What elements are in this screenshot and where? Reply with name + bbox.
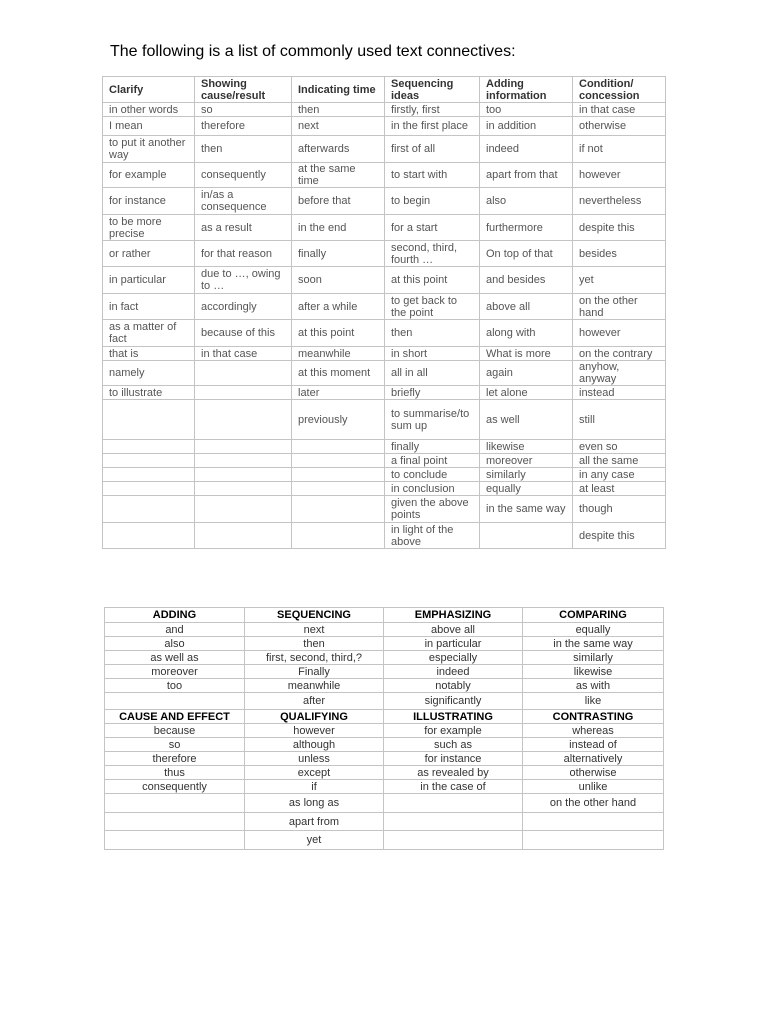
table-row — [103, 294, 666, 320]
table-cell: consequently — [105, 780, 245, 794]
table-cell: as revealed by — [384, 766, 523, 780]
table-cell: if not — [573, 136, 666, 163]
table-cell: on the other hand — [573, 294, 666, 320]
table-cell: yet — [245, 831, 384, 850]
connectives-categories-table — [104, 607, 664, 850]
table-header-row — [103, 77, 666, 103]
table-cell — [103, 400, 195, 440]
table-cell — [384, 813, 523, 831]
table-cell: however — [245, 724, 384, 738]
table-cell: whereas — [523, 724, 664, 738]
table-cell: in/as a consequence — [195, 188, 292, 215]
table-cell: likewise — [523, 665, 664, 679]
column-header: Showing cause/result — [195, 77, 292, 103]
table-cell — [292, 496, 385, 523]
table-cell: therefore — [195, 117, 292, 136]
table-cell: soon — [292, 267, 385, 294]
table-cell: instead — [573, 386, 666, 400]
table-cell: as with — [523, 679, 664, 693]
table-cell: then — [245, 637, 384, 651]
table-cell: consequently — [195, 163, 292, 188]
table-cell — [292, 454, 385, 468]
table-cell: moreover — [480, 454, 573, 468]
table-cell: in short — [385, 347, 480, 361]
table-cell: however — [573, 163, 666, 188]
table-cell: similarly — [480, 468, 573, 482]
category-header: EMPHASIZING — [384, 608, 523, 623]
table-cell: because of this — [195, 320, 292, 347]
table-cell: On top of that — [480, 241, 573, 267]
table-cell: meanwhile — [245, 679, 384, 693]
table-row — [103, 454, 666, 468]
table-row — [105, 693, 664, 710]
table-cell — [195, 454, 292, 468]
table-cell — [195, 523, 292, 549]
table-row — [103, 215, 666, 241]
table-cell: briefly — [385, 386, 480, 400]
table-cell: moreover — [105, 665, 245, 679]
table-cell — [292, 468, 385, 482]
table-cell: to start with — [385, 163, 480, 188]
table-cell: then — [195, 136, 292, 163]
table-cell: in particular — [384, 637, 523, 651]
table-row — [105, 794, 664, 813]
table-cell — [105, 693, 245, 710]
table-cell: all the same — [573, 454, 666, 468]
table-cell: as a result — [195, 215, 292, 241]
table-row — [105, 651, 664, 665]
table-cell: at this point — [292, 320, 385, 347]
table-row — [105, 738, 664, 752]
table-cell: at this moment — [292, 361, 385, 386]
table-cell: next — [245, 623, 384, 637]
table-cell: firstly, first — [385, 103, 480, 117]
table-cell: although — [245, 738, 384, 752]
table-cell — [384, 831, 523, 850]
table-cell: in that case — [195, 347, 292, 361]
table-cell: too — [105, 679, 245, 693]
table-cell: before that — [292, 188, 385, 215]
table-cell: as a matter of fact — [103, 320, 195, 347]
table-cell: as well — [480, 400, 573, 440]
table-row — [105, 780, 664, 794]
table-cell: that is — [103, 347, 195, 361]
table-cell: likewise — [480, 440, 573, 454]
table-cell: also — [480, 188, 573, 215]
table-cell: Finally — [245, 665, 384, 679]
table-cell: finally — [385, 440, 480, 454]
table-cell: due to …, owing to … — [195, 267, 292, 294]
category-header: QUALIFYING — [245, 710, 384, 724]
table-cell — [195, 496, 292, 523]
table-cell: such as — [384, 738, 523, 752]
table-cell — [195, 361, 292, 386]
table-row — [105, 623, 664, 637]
table-row — [103, 523, 666, 549]
table-row — [103, 241, 666, 267]
table-cell: again — [480, 361, 573, 386]
table-cell: in particular — [103, 267, 195, 294]
table-cell: in any case — [573, 468, 666, 482]
table-cell — [103, 496, 195, 523]
table-cell: and — [105, 623, 245, 637]
table-cell: for example — [384, 724, 523, 738]
table-row — [103, 267, 666, 294]
table-cell: despite this — [573, 523, 666, 549]
table-cell: given the above points — [385, 496, 480, 523]
table-cell: then — [292, 103, 385, 117]
table-row — [105, 724, 664, 738]
table-cell: next — [292, 117, 385, 136]
table-cell: despite this — [573, 215, 666, 241]
table-cell: first, second, third,? — [245, 651, 384, 665]
table-cell: afterwards — [292, 136, 385, 163]
table-row — [103, 386, 666, 400]
table-cell: as well as — [105, 651, 245, 665]
table-cell: especially — [384, 651, 523, 665]
table-cell: in the same way — [523, 637, 664, 651]
table-cell: a final point — [385, 454, 480, 468]
page-title: The following is a list of commonly used text connectives: — [110, 43, 516, 60]
table-cell: at least — [573, 482, 666, 496]
table-cell: in light of the above — [385, 523, 480, 549]
table-cell: except — [245, 766, 384, 780]
table-row — [103, 103, 666, 117]
table-cell: otherwise — [573, 117, 666, 136]
table-cell — [523, 813, 664, 831]
table-row — [105, 813, 664, 831]
category-header: SEQUENCING — [245, 608, 384, 623]
table-cell: for that reason — [195, 241, 292, 267]
table-cell: in that case — [573, 103, 666, 117]
table-row — [103, 496, 666, 523]
table-cell: all in all — [385, 361, 480, 386]
table-cell: to begin — [385, 188, 480, 215]
table-cell: later — [292, 386, 385, 400]
table-cell: instead of — [523, 738, 664, 752]
table-cell: along with — [480, 320, 573, 347]
table-cell: then — [385, 320, 480, 347]
table-row — [103, 136, 666, 163]
table-cell: namely — [103, 361, 195, 386]
table-cell: in the first place — [385, 117, 480, 136]
table-cell: so — [105, 738, 245, 752]
table-cell: finally — [292, 241, 385, 267]
table-cell: above all — [384, 623, 523, 637]
table-cell: on the contrary — [573, 347, 666, 361]
table-cell: let alone — [480, 386, 573, 400]
table-cell: even so — [573, 440, 666, 454]
table-cell — [480, 523, 573, 549]
table-row — [105, 752, 664, 766]
table-cell: indeed — [384, 665, 523, 679]
table-cell: indeed — [480, 136, 573, 163]
table-cell: besides — [573, 241, 666, 267]
table-cell: for example — [103, 163, 195, 188]
table-cell: to put it another way — [103, 136, 195, 163]
connectives-table — [102, 76, 666, 549]
table-row — [105, 766, 664, 780]
table-cell: I mean — [103, 117, 195, 136]
table-cell: though — [573, 496, 666, 523]
table-cell — [195, 482, 292, 496]
table-cell: as long as — [245, 794, 384, 813]
table-cell: so — [195, 103, 292, 117]
table-cell — [103, 482, 195, 496]
category-header: COMPARING — [523, 608, 664, 623]
table-row — [103, 400, 666, 440]
table-cell: for instance — [384, 752, 523, 766]
table-cell: to get back to the point — [385, 294, 480, 320]
table-cell: in other words — [103, 103, 195, 117]
table-cell: to summarise/to sum up — [385, 400, 480, 440]
table-cell — [195, 468, 292, 482]
table-cell — [384, 794, 523, 813]
table-cell: anyhow, anyway — [573, 361, 666, 386]
column-header: Indicating time — [292, 77, 385, 103]
table-row — [103, 163, 666, 188]
table-cell: alternatively — [523, 752, 664, 766]
table-cell: notably — [384, 679, 523, 693]
table-cell: significantly — [384, 693, 523, 710]
table-cell: to illustrate — [103, 386, 195, 400]
table-cell — [105, 831, 245, 850]
table-row — [103, 347, 666, 361]
table-cell: after — [245, 693, 384, 710]
table-cell: What is more — [480, 347, 573, 361]
table-cell: in the case of — [384, 780, 523, 794]
table-row — [105, 637, 664, 651]
category-header: ILLUSTRATING — [384, 710, 523, 724]
table-cell: to be more precise — [103, 215, 195, 241]
table-cell: if — [245, 780, 384, 794]
table-cell: otherwise — [523, 766, 664, 780]
table-cell — [292, 440, 385, 454]
table-cell: meanwhile — [292, 347, 385, 361]
table-cell: unlike — [523, 780, 664, 794]
table-cell: yet — [573, 267, 666, 294]
table-cell: like — [523, 693, 664, 710]
table-cell — [103, 468, 195, 482]
table-cell: previously — [292, 400, 385, 440]
table-cell — [292, 523, 385, 549]
table-cell: unless — [245, 752, 384, 766]
table-cell: because — [105, 724, 245, 738]
table-cell — [103, 523, 195, 549]
table-cell: above all — [480, 294, 573, 320]
table-cell: similarly — [523, 651, 664, 665]
table-cell: at this point — [385, 267, 480, 294]
table-cell — [292, 482, 385, 496]
table-cell: therefore — [105, 752, 245, 766]
table-cell — [195, 400, 292, 440]
table-cell: furthermore — [480, 215, 573, 241]
table-row — [105, 831, 664, 850]
table-cell: or rather — [103, 241, 195, 267]
table-cell: however — [573, 320, 666, 347]
table-cell: thus — [105, 766, 245, 780]
table-cell — [103, 454, 195, 468]
table-cell: nevertheless — [573, 188, 666, 215]
table-cell: in conclusion — [385, 482, 480, 496]
table-cell: in fact — [103, 294, 195, 320]
table-cell: equally — [480, 482, 573, 496]
table-cell: in addition — [480, 117, 573, 136]
table-row — [103, 468, 666, 482]
column-header: Clarify — [103, 77, 195, 103]
table-cell — [195, 440, 292, 454]
category-header-row — [105, 608, 664, 623]
table-cell: accordingly — [195, 294, 292, 320]
table-cell: at the same time — [292, 163, 385, 188]
table-cell: in the end — [292, 215, 385, 241]
table-row — [105, 665, 664, 679]
table-row — [103, 188, 666, 215]
table-row — [103, 320, 666, 347]
column-header: Condition/ concession — [573, 77, 666, 103]
category-header: CONTRASTING — [523, 710, 664, 724]
category-header-row — [105, 710, 664, 724]
table-cell: first of all — [385, 136, 480, 163]
table-cell: second, third, fourth … — [385, 241, 480, 267]
table-cell — [195, 386, 292, 400]
table-cell: after a while — [292, 294, 385, 320]
table-cell: to conclude — [385, 468, 480, 482]
table-cell: for a start — [385, 215, 480, 241]
table-cell: on the other hand — [523, 794, 664, 813]
column-header: Adding information — [480, 77, 573, 103]
table-cell — [105, 813, 245, 831]
table-cell: for instance — [103, 188, 195, 215]
table-row — [103, 440, 666, 454]
table-cell: apart from that — [480, 163, 573, 188]
category-header: ADDING — [105, 608, 245, 623]
table-cell: in the same way — [480, 496, 573, 523]
table-row — [103, 361, 666, 386]
table-row — [103, 482, 666, 496]
table-cell — [523, 831, 664, 850]
table-cell: equally — [523, 623, 664, 637]
table-cell — [103, 440, 195, 454]
column-header: Sequencing ideas — [385, 77, 480, 103]
table-cell: and besides — [480, 267, 573, 294]
table-cell: apart from — [245, 813, 384, 831]
table-row — [105, 679, 664, 693]
table-cell — [105, 794, 245, 813]
table-cell: also — [105, 637, 245, 651]
table-cell: too — [480, 103, 573, 117]
category-header: CAUSE AND EFFECT — [105, 710, 245, 724]
table-row — [103, 117, 666, 136]
table-cell: still — [573, 400, 666, 440]
